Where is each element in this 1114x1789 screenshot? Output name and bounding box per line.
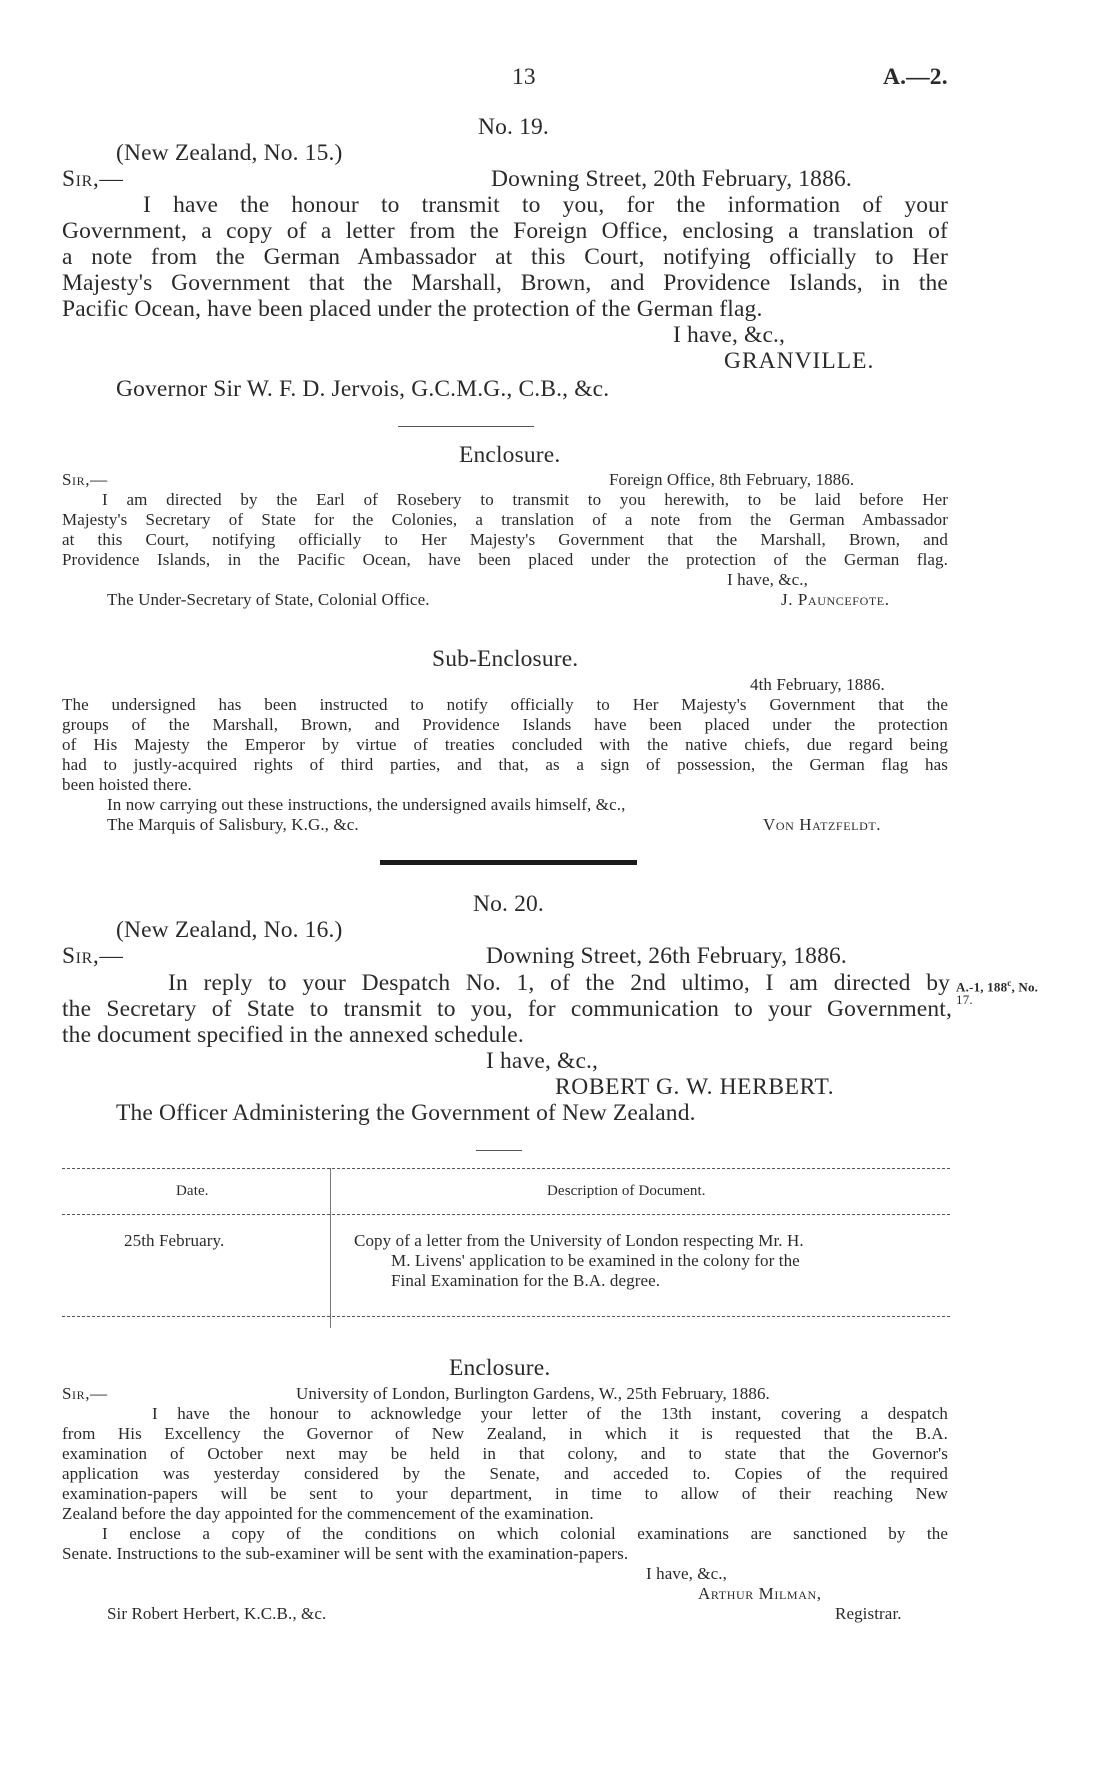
subenclosure-title: Sub-Enclosure. [432, 646, 579, 672]
enclosure-1-line: Majesty's Secretary of State for the Colonies, a translation of a note from the German Ambassador [62, 510, 948, 529]
despatch-19-ref: (New Zealand, No. 15.) [116, 140, 343, 166]
despatch-19-closing: I have, &c., [673, 322, 786, 348]
enclosure-1-closing: I have, &c., [727, 570, 808, 589]
table-header-date: Date. [176, 1183, 209, 1199]
enclosure-2-line: Zealand before the day appointed for the commencement of the examination. [62, 1504, 594, 1523]
enclosure-2-line: application was yesterday considered by the Senate, and acceded to. Copies of the required [62, 1464, 948, 1483]
enclosure-1-place-date: Foreign Office, 8th February, 1886. [609, 470, 855, 489]
subenclosure-line: of His Majesty the Emperor by virtue of treaties concluded with the native chiefs, due regard being [62, 735, 948, 754]
enclosure-1-line: at this Court, notifying officially to Her Majesty's Government that the Marshall, Brown, and [62, 530, 948, 549]
enclosure-2-salutation: Sir,— [62, 1384, 108, 1403]
enclosure-2-place-date: University of London, Burlington Gardens, W., 25th February, 1886. [296, 1384, 770, 1403]
subenclosure-signature: Von Hatzfeldt. [763, 815, 882, 834]
enclosure-1-signature: J. Pauncefote. [781, 590, 890, 609]
document-reference: A.—2. [883, 64, 948, 90]
subenclosure-line: been hoisted there. [62, 775, 192, 794]
margin-note-superscript: c [1007, 978, 1012, 988]
table-bottom-rule [62, 1316, 950, 1317]
table-header-description: Description of Document. [547, 1183, 706, 1199]
table-cell-description: Final Examination for the B.A. degree. [391, 1271, 661, 1290]
table-cell-description: M. Livens' application to be examined in the colony for the [391, 1251, 800, 1270]
despatch-19-signature: GRANVILLE. [724, 348, 875, 374]
divider [476, 1150, 522, 1151]
despatch-20-addressee: The Officer Administering the Government of New Zealand. [116, 1100, 696, 1126]
enclosure-1-addressee: The Under-Secretary of State, Colonial Office. [107, 590, 430, 609]
enclosure-1-line: I am directed by the Earl of Rosebery to transmit to you herewith, to be laid before Her [102, 490, 948, 509]
despatch-19-line: Government, a copy of a letter from the Foreign Office, enclosing a translation of [62, 218, 948, 244]
page-number: 13 [512, 64, 536, 90]
subenclosure-line: groups of the Marshall, Brown, and Providence Islands have been placed under the protection [62, 715, 948, 734]
section-divider [380, 860, 637, 865]
despatch-19-addressee: Governor Sir W. F. D. Jervois, G.C.M.G., C.B., &c. [116, 376, 610, 402]
divider [398, 426, 534, 427]
despatch-19-line: a note from the German Ambassador at this Court, notifying officially to Her [62, 244, 948, 270]
enclosure-2-signature-title: Registrar. [835, 1604, 902, 1623]
despatch-20-title: No. 20. [473, 891, 544, 917]
margin-note-text: A.-1, 188 [956, 979, 1008, 995]
despatch-19-title: No. 19. [478, 114, 549, 140]
table-cell-date: 25th February. [124, 1231, 225, 1250]
despatch-20-signature: ROBERT G. W. HERBERT. [555, 1074, 835, 1100]
enclosure-1-salutation: Sir,— [62, 470, 108, 489]
table-top-rule [62, 1168, 950, 1169]
despatch-19-line: Pacific Ocean, have been placed under the protection of the German flag. [62, 296, 763, 322]
enclosure-2-closing: I have, &c., [646, 1564, 727, 1583]
despatch-19-line: Majesty's Government that the Marshall, Brown, and Providence Islands, in the [62, 270, 948, 296]
enclosure-1-line: Providence Islands, in the Pacific Ocean, have been placed under the protection of the German flag. [62, 550, 948, 569]
margin-note-line-2: 17. [956, 992, 973, 1007]
despatch-20-place-date: Downing Street, 26th February, 1886. [486, 943, 847, 969]
despatch-19-place-date: Downing Street, 20th February, 1886. [491, 166, 852, 192]
despatch-20-closing: I have, &c., [486, 1048, 599, 1074]
subenclosure-addressee: The Marquis of Salisbury, K.G., &c. [107, 815, 359, 834]
enclosure-1-title: Enclosure. [459, 442, 561, 468]
enclosure-2-title: Enclosure. [449, 1355, 551, 1381]
subenclosure-date: 4th February, 1886. [750, 675, 885, 694]
subenclosure-closing-line: In now carrying out these instructions, the undersigned avails himself, &c., [107, 795, 626, 814]
despatch-20-line: the Secretary of State to transmit to you, for communication to your Government, [62, 996, 952, 1022]
enclosure-2-line: Senate. Instructions to the sub-examiner will be sent with the examination-papers. [62, 1544, 629, 1563]
table-column-divider [330, 1168, 331, 1328]
enclosure-2-signature: Arthur Milman, [698, 1584, 822, 1603]
despatch-20-line: the document specified in the annexed schedule. [62, 1022, 524, 1048]
despatch-20-line: In reply to your Despatch No. 1, of the 2nd ultimo, I am directed by [168, 970, 950, 996]
enclosure-2-line: examination-papers will be sent to your department, in time to allow of their reaching New [62, 1484, 948, 1503]
margin-note-text: , No. [1011, 979, 1039, 995]
enclosure-2-line: I enclose a copy of the conditions on which colonial examinations are sanctioned by the [102, 1524, 948, 1543]
subenclosure-line: The undersigned has been instructed to notify officially to Her Majesty's Government that the [62, 695, 948, 714]
despatch-19-line: I have the honour to transmit to you, for the information of your [143, 192, 948, 218]
enclosure-2-line: examination of October next may be held in that colony, and to state that the Governor's [62, 1444, 948, 1463]
despatch-19-salutation: Sir,— [62, 166, 124, 192]
table-cell-description: Copy of a letter from the University of London respecting Mr. H. [354, 1231, 804, 1250]
table-header-rule [62, 1214, 950, 1215]
enclosure-2-line: from His Excellency the Governor of New Zealand, in which it is requested that the B.A. [62, 1424, 948, 1443]
despatch-20-salutation: Sir,— [62, 943, 124, 969]
despatch-20-ref: (New Zealand, No. 16.) [116, 917, 343, 943]
subenclosure-line: had to justly-acquired rights of third parties, and that, as a sign of possession, the German flag has [62, 755, 948, 774]
enclosure-2-addressee: Sir Robert Herbert, K.C.B., &c. [107, 1604, 327, 1623]
enclosure-2-line: I have the honour to acknowledge your letter of the 13th instant, covering a despatch [152, 1404, 948, 1423]
